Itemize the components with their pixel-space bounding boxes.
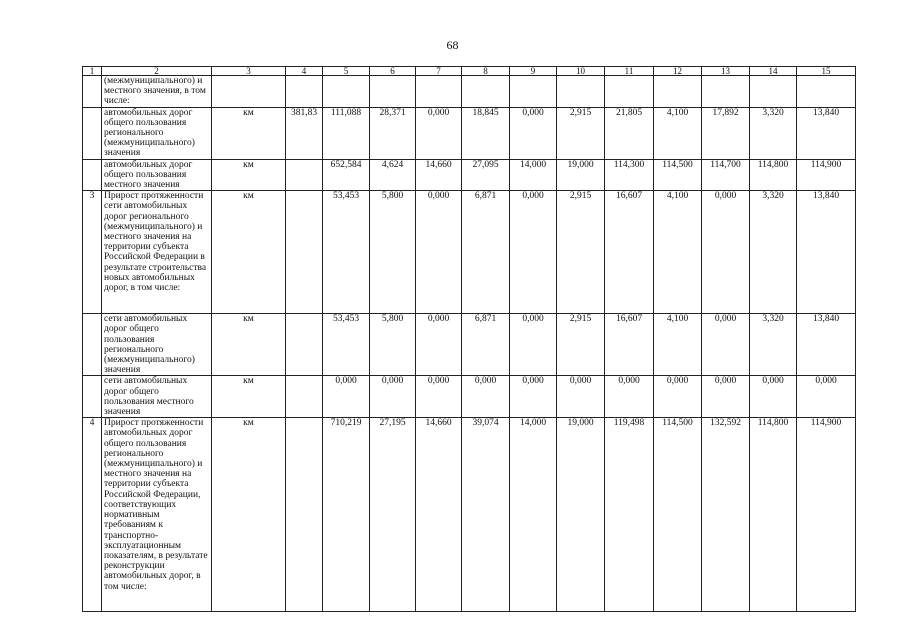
value-cell: 27,095 — [462, 159, 510, 191]
value-cell: 0,000 — [510, 314, 557, 376]
value-cell: 17,892 — [702, 107, 750, 159]
value-cell: 6,871 — [462, 314, 510, 376]
value-cell: 0,000 — [702, 376, 750, 418]
base-value — [286, 159, 323, 191]
value-cell: 0,000 — [557, 376, 605, 418]
unit-cell: км — [212, 191, 286, 314]
value-cell: 16,607 — [605, 191, 654, 314]
value-cell: 39,074 — [462, 418, 510, 612]
row-number: 4 — [83, 418, 102, 612]
value-cell — [323, 76, 370, 108]
value-cell — [605, 76, 654, 108]
column-number-5: 5 — [323, 67, 370, 76]
value-cell: 4,624 — [370, 159, 416, 191]
value-cell: 114,500 — [654, 159, 702, 191]
column-number-7: 7 — [416, 67, 462, 76]
base-value: 381,83 — [286, 107, 323, 159]
value-cell: 0,000 — [416, 107, 462, 159]
value-cell: 28,371 — [370, 107, 416, 159]
unit-cell — [212, 76, 286, 108]
value-cell: 119,498 — [605, 418, 654, 612]
value-cell: 13,840 — [797, 191, 856, 314]
column-number-6: 6 — [370, 67, 416, 76]
value-cell: 0,000 — [510, 191, 557, 314]
value-cell — [797, 76, 856, 108]
value-cell: 114,900 — [797, 418, 856, 612]
value-cell — [654, 76, 702, 108]
column-number-10: 10 — [557, 67, 605, 76]
value-cell: 53,453 — [323, 314, 370, 376]
value-cell: 5,800 — [370, 314, 416, 376]
value-cell — [510, 76, 557, 108]
value-cell: 0,000 — [416, 376, 462, 418]
column-number-12: 12 — [654, 67, 702, 76]
unit-cell: км — [212, 107, 286, 159]
row-number — [83, 314, 102, 376]
value-cell: 13,840 — [797, 107, 856, 159]
column-number-8: 8 — [462, 67, 510, 76]
value-cell: 2,915 — [557, 314, 605, 376]
value-cell: 0,000 — [654, 376, 702, 418]
unit-cell: км — [212, 159, 286, 191]
value-cell: 2,915 — [557, 191, 605, 314]
value-cell: 14,660 — [416, 159, 462, 191]
column-number-14: 14 — [750, 67, 797, 76]
value-cell — [416, 76, 462, 108]
table-row — [83, 418, 856, 612]
value-cell: 18,845 — [462, 107, 510, 159]
row-number — [83, 76, 102, 108]
value-cell: 0,000 — [702, 314, 750, 376]
column-number-row — [83, 67, 856, 76]
value-cell — [702, 76, 750, 108]
value-cell: 114,800 — [750, 418, 797, 612]
value-cell: 16,607 — [605, 314, 654, 376]
value-cell: 114,700 — [702, 159, 750, 191]
value-cell: 710,219 — [323, 418, 370, 612]
value-cell: 4,100 — [654, 314, 702, 376]
indicators-table — [82, 66, 856, 612]
value-cell: 3,320 — [750, 107, 797, 159]
table-row — [83, 159, 856, 191]
value-cell: 114,800 — [750, 159, 797, 191]
table-row — [83, 107, 856, 159]
value-cell: 53,453 — [323, 191, 370, 314]
value-cell: 4,100 — [654, 191, 702, 314]
value-cell: 27,195 — [370, 418, 416, 612]
value-cell: 0,000 — [510, 376, 557, 418]
value-cell: 2,915 — [557, 107, 605, 159]
value-cell: 21,805 — [605, 107, 654, 159]
value-cell: 0,000 — [462, 376, 510, 418]
value-cell: 114,900 — [797, 159, 856, 191]
value-cell: 0,000 — [323, 376, 370, 418]
value-cell: 6,871 — [462, 191, 510, 314]
column-number-13: 13 — [702, 67, 750, 76]
indicator-name: (межмуниципального) и местного значения, в том числе: — [102, 76, 212, 108]
value-cell — [370, 76, 416, 108]
value-cell: 14,000 — [510, 418, 557, 612]
value-cell: 0,000 — [370, 376, 416, 418]
base-value — [286, 76, 323, 108]
value-cell: 114,300 — [605, 159, 654, 191]
value-cell: 14,000 — [510, 159, 557, 191]
value-cell: 0,000 — [797, 376, 856, 418]
value-cell: 19,000 — [557, 418, 605, 612]
row-number — [83, 159, 102, 191]
value-cell: 3,320 — [750, 191, 797, 314]
value-cell: 14,660 — [416, 418, 462, 612]
indicator-name: сети автомобильных дорог общего пользования местного значения — [102, 376, 212, 418]
indicator-name: сети автомобильных дорог общего пользования регионального (межмуниципального) значения — [102, 314, 212, 376]
value-cell: 3,320 — [750, 314, 797, 376]
value-cell — [750, 76, 797, 108]
unit-cell: км — [212, 418, 286, 612]
base-value — [286, 314, 323, 376]
column-number-2: 2 — [102, 67, 212, 76]
column-number-11: 11 — [605, 67, 654, 76]
value-cell: 114,500 — [654, 418, 702, 612]
indicator-name: Прирост протяженности автомобильных дорог общего пользования регионального (межмуниципального) и местного значения на территории субъекта Российской Федерации, соответствующих нормативным требованиям к транспортно-эксплуатационным показателям, в результате реконструкции автомобильных дорог, в том числе: — [102, 418, 212, 612]
value-cell — [462, 76, 510, 108]
column-number-9: 9 — [510, 67, 557, 76]
value-cell: 132,592 — [702, 418, 750, 612]
page-number: 68 — [446, 38, 459, 52]
column-number-1: 1 — [83, 67, 102, 76]
value-cell: 5,800 — [370, 191, 416, 314]
value-cell: 4,100 — [654, 107, 702, 159]
value-cell: 13,840 — [797, 314, 856, 376]
unit-cell: км — [212, 376, 286, 418]
value-cell: 0,000 — [416, 314, 462, 376]
value-cell: 0,000 — [702, 191, 750, 314]
column-number-3: 3 — [212, 67, 286, 76]
value-cell: 111,088 — [323, 107, 370, 159]
base-value — [286, 418, 323, 612]
table-row — [83, 314, 856, 376]
value-cell: 0,000 — [416, 191, 462, 314]
base-value — [286, 376, 323, 418]
indicator-name: автомобильных дорог общего пользования регионального (межмуниципального) значения — [102, 107, 212, 159]
value-cell: 0,000 — [510, 107, 557, 159]
row-number: 3 — [83, 191, 102, 314]
value-cell: 652,584 — [323, 159, 370, 191]
indicator-name: Прирост протяженности сети автомобильных дорог регионального (межмуниципального) и местного значения на территории субъекта Российской Федерации в результате строительства новых автомобильных дорог, в том числе: — [102, 191, 212, 314]
value-cell: 0,000 — [750, 376, 797, 418]
table-row — [83, 376, 856, 418]
value-cell: 0,000 — [605, 376, 654, 418]
column-number-15: 15 — [797, 67, 856, 76]
row-number — [83, 376, 102, 418]
column-number-4: 4 — [286, 67, 323, 76]
table-row — [83, 191, 856, 314]
value-cell: 19,000 — [557, 159, 605, 191]
table-row — [83, 76, 856, 108]
unit-cell: км — [212, 314, 286, 376]
base-value — [286, 191, 323, 314]
row-number — [83, 107, 102, 159]
indicator-name: автомобильных дорог общего пользования местного значения — [102, 159, 212, 191]
value-cell — [557, 76, 605, 108]
